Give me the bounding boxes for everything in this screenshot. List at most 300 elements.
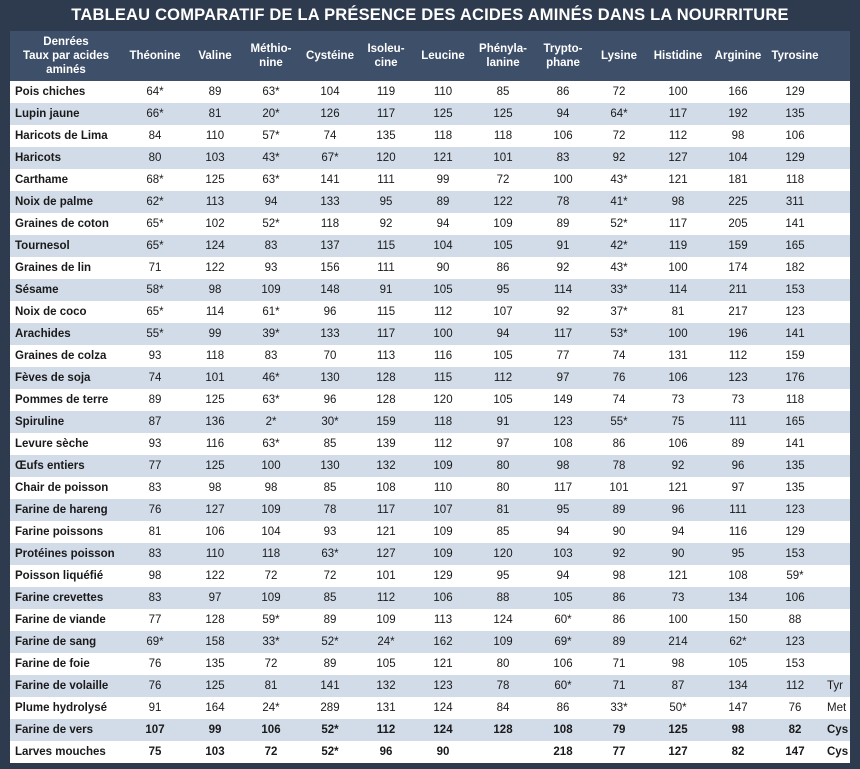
row-limiting-acid: [824, 301, 850, 323]
table-cell: 75: [120, 741, 190, 763]
row-limiting-acid: [824, 213, 850, 235]
table-cell: 192: [710, 103, 766, 125]
table-cell: 89: [120, 389, 190, 411]
row-food-name: Farine poissons: [10, 521, 120, 543]
row-limiting-acid: [824, 543, 850, 565]
table-cell: 110: [190, 543, 240, 565]
table-cell: 128: [358, 367, 414, 389]
table-cell: 114: [534, 279, 592, 301]
row-limiting-acid: [824, 455, 850, 477]
table-cell: 107: [414, 499, 472, 521]
row-food-name: Noix de coco: [10, 301, 120, 323]
table-cell: 89: [534, 213, 592, 235]
table-cell: 94: [534, 521, 592, 543]
table-cell: 123: [534, 411, 592, 433]
row-limiting-acid: [824, 411, 850, 433]
table-row: [10, 653, 850, 675]
table-row: [10, 521, 850, 543]
table-cell: 132: [358, 455, 414, 477]
table-cell: 98: [190, 279, 240, 301]
table-cell: 97: [534, 367, 592, 389]
table-cell: 73: [646, 389, 710, 411]
table-cell: 92: [646, 455, 710, 477]
table-cell: 112: [414, 301, 472, 323]
table-cell: 108: [358, 477, 414, 499]
table-cell: 83: [120, 477, 190, 499]
column-header-line: Leucine: [421, 50, 465, 62]
row-food-name: Farine de foie: [10, 653, 120, 675]
row-food-name: Graines de coton: [10, 213, 120, 235]
table-cell: 153: [766, 279, 824, 301]
table-cell: 134: [710, 587, 766, 609]
row-food-name: Poisson liquéfié: [10, 565, 120, 587]
table-cell: 159: [358, 411, 414, 433]
row-food-name: Tournesol: [10, 235, 120, 257]
table-cell: 115: [414, 367, 472, 389]
table-cell: 102: [190, 213, 240, 235]
table-cell: 128: [472, 719, 534, 741]
table-cell: 53*: [592, 323, 646, 345]
table-row: [10, 411, 850, 433]
row-limiting-acid: Tyr: [824, 675, 850, 697]
table-cell: 52*: [240, 213, 302, 235]
table-cell: 61*: [240, 301, 302, 323]
table-cell: 127: [190, 499, 240, 521]
table-cell: 92: [534, 257, 592, 279]
table-cell: 111: [358, 257, 414, 279]
table-cell: 2*: [240, 411, 302, 433]
table-cell: 87: [120, 411, 190, 433]
row-food-name: Œufs entiers: [10, 455, 120, 477]
table-cell: 52*: [302, 719, 358, 741]
table-cell: 108: [534, 719, 592, 741]
table-cell: 33*: [592, 697, 646, 719]
table-cell: 30*: [302, 411, 358, 433]
row-food-name: Fèves de soja: [10, 367, 120, 389]
table-cell: 80: [472, 653, 534, 675]
table-cell: 135: [766, 103, 824, 125]
table-cell: 92: [592, 147, 646, 169]
table-cell: 95: [472, 279, 534, 301]
table-cell: 91: [472, 411, 534, 433]
table-cell: 117: [646, 213, 710, 235]
table-cell: 112: [358, 587, 414, 609]
table-cell: 205: [710, 213, 766, 235]
table-cell: 125: [190, 389, 240, 411]
table-cell: 71: [592, 653, 646, 675]
table-cell: 37*: [592, 301, 646, 323]
table-cell: 96: [302, 301, 358, 323]
row-food-name: Farine crevettes: [10, 587, 120, 609]
table-cell: 100: [646, 323, 710, 345]
table-cell: 118: [414, 125, 472, 147]
table-cell: 78: [592, 455, 646, 477]
row-limiting-acid: Met: [824, 697, 850, 719]
table-cell: 125: [414, 103, 472, 125]
row-food-name: Farine de vers: [10, 719, 120, 741]
row-limiting-acid: [824, 125, 850, 147]
column-header: [534, 31, 592, 81]
table-row: [10, 433, 850, 455]
table-cell: 112: [414, 433, 472, 455]
table-cell: 127: [646, 147, 710, 169]
table-cell: 119: [646, 235, 710, 257]
table-cell: 112: [472, 367, 534, 389]
table-cell: 71: [592, 675, 646, 697]
table-cell: 89: [414, 191, 472, 213]
table-cell: 63*: [240, 169, 302, 191]
table-cell: 139: [358, 433, 414, 455]
table-cell: 129: [766, 81, 824, 103]
table-cell: 112: [358, 719, 414, 741]
table-cell: 77: [534, 345, 592, 367]
table-cell: 62*: [710, 631, 766, 653]
table-cell: 72: [472, 169, 534, 191]
table-cell: 58*: [120, 279, 190, 301]
table-cell: 98: [646, 191, 710, 213]
table-cell: 73: [710, 389, 766, 411]
column-header-line: Théonine: [129, 50, 181, 62]
table-cell: 225: [710, 191, 766, 213]
table-cell: 90: [592, 521, 646, 543]
column-header: [302, 31, 358, 81]
table-cell: 84: [120, 125, 190, 147]
table-cell: 89: [190, 81, 240, 103]
table-cell: 83: [240, 345, 302, 367]
table-cell: 81: [472, 499, 534, 521]
table-cell: 100: [646, 257, 710, 279]
table-cell: 109: [240, 587, 302, 609]
table-cell: 90: [414, 257, 472, 279]
table-cell: 99: [190, 323, 240, 345]
row-food-name: Farine de hareng: [10, 499, 120, 521]
table-cell: 147: [766, 741, 824, 763]
table-cell: 94: [534, 103, 592, 125]
table-row: [10, 631, 850, 653]
table-cell: 120: [472, 543, 534, 565]
table-cell: 118: [766, 389, 824, 411]
table-cell: 120: [358, 147, 414, 169]
table-row: [10, 543, 850, 565]
row-limiting-acid: [824, 565, 850, 587]
table-cell: 124: [414, 719, 472, 741]
table-cell: 91: [358, 279, 414, 301]
table-cell: 159: [710, 235, 766, 257]
table-cell: 72: [592, 125, 646, 147]
table-cell: 122: [190, 257, 240, 279]
table-cell: 74: [302, 125, 358, 147]
table-cell: 69*: [120, 631, 190, 653]
table-cell: 89: [592, 631, 646, 653]
table-cell: 101: [358, 565, 414, 587]
row-limiting-acid: [824, 147, 850, 169]
column-header-line: Histidine: [653, 50, 703, 62]
table-cell: 74: [592, 389, 646, 411]
row-limiting-acid: [824, 103, 850, 125]
table-row: [10, 257, 850, 279]
table-cell: 81: [646, 301, 710, 323]
column-header-line: nine: [259, 57, 283, 69]
table-cell: 64*: [592, 103, 646, 125]
table-cell: 86: [592, 609, 646, 631]
table-cell: 125: [646, 719, 710, 741]
table-cell: 20*: [240, 103, 302, 125]
table-cell: 110: [190, 125, 240, 147]
table-cell: 100: [646, 81, 710, 103]
table-cell: 33*: [592, 279, 646, 301]
table-cell: 94: [240, 191, 302, 213]
table-cell: 121: [646, 477, 710, 499]
table-cell: 97: [472, 433, 534, 455]
table-cell: 105: [472, 235, 534, 257]
table-cell: 96: [358, 741, 414, 763]
table-cell: 113: [414, 609, 472, 631]
table-cell: 126: [302, 103, 358, 125]
table-cell: 112: [710, 345, 766, 367]
table-cell: 76: [120, 675, 190, 697]
column-header: [646, 31, 710, 81]
table-cell: 72: [240, 565, 302, 587]
table-cell: 89: [592, 499, 646, 521]
table-cell: 147: [710, 697, 766, 719]
table-cell: 77: [120, 609, 190, 631]
table-cell: 69*: [534, 631, 592, 653]
table-cell: 135: [358, 125, 414, 147]
table-cell: 94: [534, 565, 592, 587]
table-cell: 124: [190, 235, 240, 257]
column-header: [190, 31, 240, 81]
table-cell: 149: [534, 389, 592, 411]
table-cell: 80: [472, 455, 534, 477]
row-limiting-acid: [824, 587, 850, 609]
row-limiting-acid: [824, 169, 850, 191]
table-cell: 83: [240, 235, 302, 257]
table-cell: 109: [472, 631, 534, 653]
table-cell: 109: [240, 279, 302, 301]
row-food-name: Carthame: [10, 169, 120, 191]
table-cell: 109: [414, 543, 472, 565]
table-cell: 115: [358, 235, 414, 257]
table-cell: 105: [472, 389, 534, 411]
table-row: [10, 169, 850, 191]
column-header-line: Lysine: [600, 50, 637, 62]
table-cell: 98: [190, 477, 240, 499]
table-cell: 86: [472, 257, 534, 279]
table-cell: 97: [710, 477, 766, 499]
table-cell: 80: [120, 147, 190, 169]
row-limiting-acid: [824, 367, 850, 389]
header-denrees-line2: Taux par acides: [22, 50, 110, 62]
table-cell: 116: [710, 521, 766, 543]
row-limiting-acid: [824, 653, 850, 675]
table-cell: 91: [534, 235, 592, 257]
table-cell: 86: [592, 587, 646, 609]
table-cell: 106: [534, 125, 592, 147]
table-cell: 41*: [592, 191, 646, 213]
table-cell: 112: [646, 125, 710, 147]
table-cell: 108: [534, 433, 592, 455]
table-cell: 99: [190, 719, 240, 741]
table-cell: 103: [190, 741, 240, 763]
table-cell: 84: [472, 697, 534, 719]
table-cell: 117: [358, 103, 414, 125]
table-cell: 116: [190, 433, 240, 455]
table-cell: 98: [120, 565, 190, 587]
table-cell: 72: [240, 741, 302, 763]
table-cell: 117: [534, 477, 592, 499]
table-cell: 130: [302, 455, 358, 477]
table-cell: 105: [472, 345, 534, 367]
table-cell: 88: [766, 609, 824, 631]
row-food-name: Graines de colza: [10, 345, 120, 367]
table-cell: 176: [766, 367, 824, 389]
row-food-name: Farine de sang: [10, 631, 120, 653]
table-cell: 52*: [302, 631, 358, 653]
comparison-table-container: [10, 31, 850, 762]
table-body: [10, 81, 850, 763]
table-cell: 79: [592, 719, 646, 741]
table-cell: 101: [472, 147, 534, 169]
header-denrees-line1: Denrées: [43, 36, 89, 48]
table-cell: 124: [472, 609, 534, 631]
table-cell: 106: [646, 433, 710, 455]
table-cell: 117: [358, 499, 414, 521]
table-cell: 165: [766, 411, 824, 433]
table-cell: 100: [414, 323, 472, 345]
table-cell: 75: [646, 411, 710, 433]
table-cell: 52*: [592, 213, 646, 235]
table-cell: 114: [646, 279, 710, 301]
table-cell: 95: [534, 499, 592, 521]
table-cell: 174: [710, 257, 766, 279]
table-cell: 85: [472, 521, 534, 543]
table-cell: 156: [302, 257, 358, 279]
table-cell: 43*: [240, 147, 302, 169]
column-header: [710, 31, 766, 81]
table-cell: 67*: [302, 147, 358, 169]
row-food-name: Pommes de terre: [10, 389, 120, 411]
table-cell: 55*: [120, 323, 190, 345]
row-limiting-acid: [824, 521, 850, 543]
table-cell: 214: [646, 631, 710, 653]
column-header-line: Méthio-: [250, 43, 292, 55]
table-cell: 141: [766, 213, 824, 235]
table-cell: 117: [534, 323, 592, 345]
table-cell: 74: [592, 345, 646, 367]
row-food-name: Levure sèche: [10, 433, 120, 455]
table-cell: 106: [766, 587, 824, 609]
table-cell: 85: [302, 587, 358, 609]
table-cell: 132: [358, 675, 414, 697]
table-cell: 127: [646, 741, 710, 763]
table-cell: 141: [302, 169, 358, 191]
table-cell: 121: [414, 653, 472, 675]
table-cell: 135: [190, 653, 240, 675]
row-limiting-acid: [824, 323, 850, 345]
table-cell: 127: [358, 543, 414, 565]
row-limiting-acid: [824, 477, 850, 499]
table-cell: 63*: [240, 389, 302, 411]
column-header-line: Phényla-: [479, 43, 527, 55]
row-food-name: Haricots de Lima: [10, 125, 120, 147]
column-header-extra: [824, 31, 850, 81]
table-cell: 111: [358, 169, 414, 191]
table-cell: 65*: [120, 301, 190, 323]
table-cell: 100: [240, 455, 302, 477]
table-cell: 94: [646, 521, 710, 543]
table-cell: 72: [592, 81, 646, 103]
table-cell: 93: [120, 345, 190, 367]
table-cell: 94: [472, 323, 534, 345]
table-cell: 104: [302, 81, 358, 103]
table-cell: 114: [190, 301, 240, 323]
table-cell: 68*: [120, 169, 190, 191]
table-cell: 113: [190, 191, 240, 213]
row-food-name: Larves mouches: [10, 741, 120, 763]
row-food-name: Noix de palme: [10, 191, 120, 213]
table-cell: 217: [710, 301, 766, 323]
table-cell: 128: [358, 389, 414, 411]
header-denrees-line3: aminés: [46, 64, 86, 76]
table-cell: 70: [302, 345, 358, 367]
table-cell: 106: [190, 521, 240, 543]
table-cell: 181: [710, 169, 766, 191]
table-cell: 100: [534, 169, 592, 191]
row-limiting-acid: [824, 257, 850, 279]
table-cell: 90: [414, 741, 472, 763]
table-cell: 82: [766, 719, 824, 741]
table-cell: 97: [190, 587, 240, 609]
table-row: [10, 587, 850, 609]
column-header: [592, 31, 646, 81]
table-cell: 109: [240, 499, 302, 521]
table-cell: 89: [302, 609, 358, 631]
table-cell: 150: [710, 609, 766, 631]
table-cell: 100: [646, 609, 710, 631]
table-cell: 55*: [592, 411, 646, 433]
column-header-line: Isoleu-: [367, 43, 405, 55]
table-cell: 104: [240, 521, 302, 543]
table-cell: 129: [766, 147, 824, 169]
table-cell: 101: [190, 367, 240, 389]
table-cell: 65*: [120, 213, 190, 235]
table-row: [10, 103, 850, 125]
table-cell: 43*: [592, 257, 646, 279]
table-cell: 83: [120, 543, 190, 565]
row-limiting-acid: [824, 499, 850, 521]
column-header-line: phane: [546, 57, 580, 69]
row-limiting-acid: [824, 609, 850, 631]
table-cell: 125: [190, 169, 240, 191]
amino-acid-table: [10, 31, 850, 763]
row-food-name: Farine de viande: [10, 609, 120, 631]
table-row: [10, 301, 850, 323]
table-cell: 66*: [120, 103, 190, 125]
table-cell: 123: [710, 367, 766, 389]
table-cell: 24*: [240, 697, 302, 719]
table-cell: 77: [592, 741, 646, 763]
table-cell: 85: [302, 433, 358, 455]
row-limiting-acid: [824, 345, 850, 367]
table-cell: 164: [190, 697, 240, 719]
table-row: [10, 719, 850, 741]
table-cell: 158: [190, 631, 240, 653]
table-cell: 109: [414, 455, 472, 477]
table-cell: 42*: [592, 235, 646, 257]
table-cell: 117: [646, 103, 710, 125]
column-header-line: cine: [374, 57, 398, 69]
table-cell: 63*: [240, 81, 302, 103]
